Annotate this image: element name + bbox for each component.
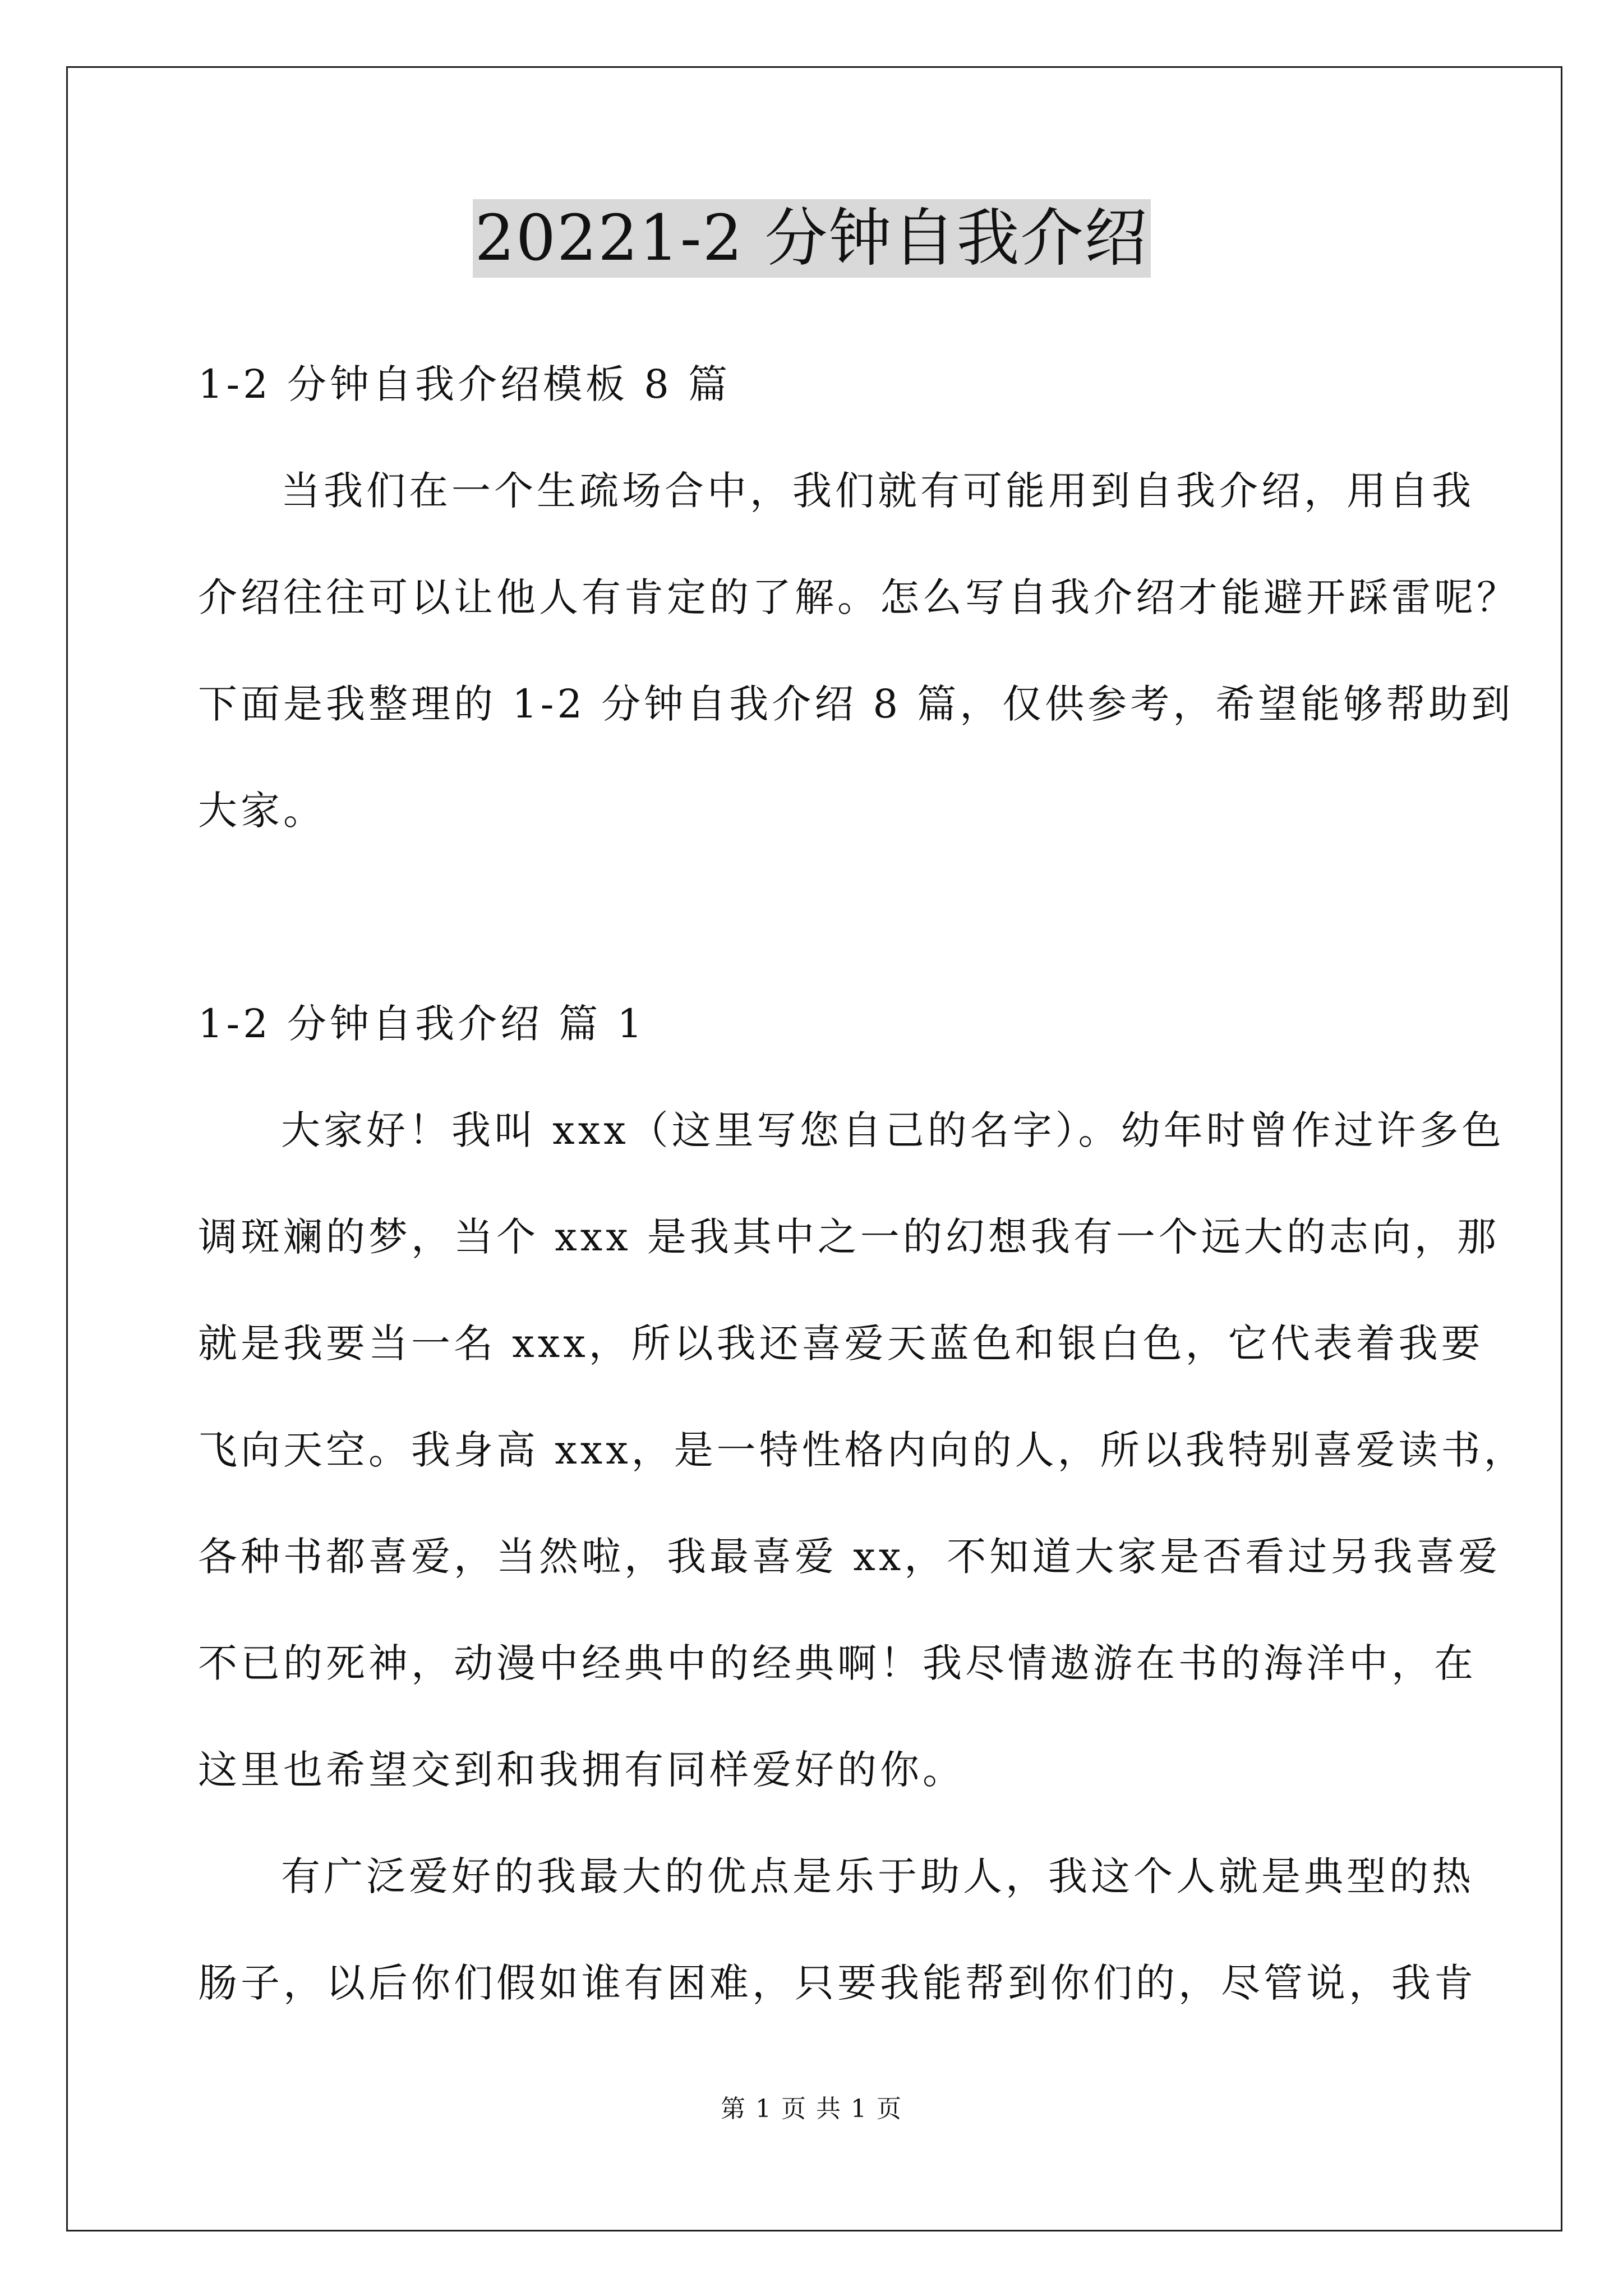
document-subtitle: 1-2 分钟自我介绍模板 8 篇 (198, 361, 731, 407)
intro-line: 介绍往往可以让他人有肯定的了解。怎么写自我介绍才能避开踩雷呢？ (198, 574, 1519, 620)
paragraph-line: 各种书都喜爱，当然啦，我最喜爱 xx，不知道大家是否看过另我喜爱 (198, 1534, 1501, 1580)
paragraph-line: 这里也希望交到和我拥有同样爱好的你。 (198, 1747, 965, 1793)
paragraph-2 (198, 1823, 1477, 2036)
section-heading: 1-2 分钟自我介绍 篇 1 (198, 1001, 646, 1047)
paragraph-line: 不已的死神，动漫中经典中的经典啊！我尽情遨游在书的海洋中，在 (198, 1640, 1477, 1686)
page-footer: 第 1 页 共 1 页 (721, 2095, 902, 2123)
document-body (198, 331, 1527, 2036)
title-wrapper (0, 199, 1623, 278)
paragraph-line: 飞向天空。我身高 xxx，是一特性格内向的人，所以我特别喜爱读书， (198, 1427, 1527, 1473)
paragraph-line: 肠子，以后你们假如谁有困难，只要我能帮到你们的，尽管说，我肯 (198, 1960, 1477, 2006)
intro-line: 下面是我整理的 1-2 分钟自我介绍 8 篇，仅供参考，希望能够帮助到 (198, 681, 1514, 727)
document-title: 20221-2 分钟自我介绍 (473, 199, 1151, 278)
paragraph-spacer (198, 864, 1435, 970)
paragraph-line: 有广泛爱好的我最大的优点是乐于助人，我这个人就是典型的热 (281, 1853, 1474, 1899)
intro-paragraph (198, 438, 1519, 864)
intro-line: 大家。 (198, 788, 326, 834)
intro-line: 当我们在一个生疏场合中，我们就有可能用到自我介绍，用自我 (281, 468, 1474, 514)
paragraph-line: 大家好！我叫 xxx（这里写您自己的名字）。幼年时曾作过许多色 (281, 1107, 1505, 1153)
paragraph-line: 就是我要当一名 xxx，所以我还喜爱天蓝色和银白色，它代表着我要 (198, 1320, 1484, 1366)
paragraph-1 (198, 1077, 1527, 1823)
paragraph-line: 调斑斓的梦，当个 xxx 是我其中之一的幻想我有一个远大的志向，那 (198, 1214, 1500, 1260)
